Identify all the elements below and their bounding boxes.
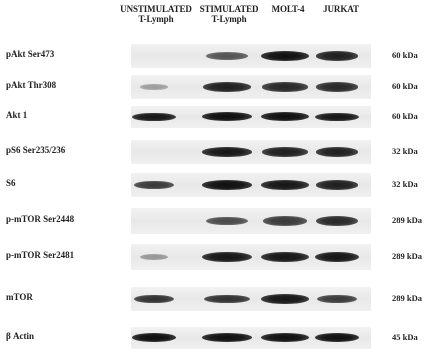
protein-band xyxy=(140,254,168,260)
row-label: pAkt Ser473 xyxy=(6,49,55,59)
blot-strip xyxy=(131,287,371,311)
protein-band xyxy=(202,180,253,190)
protein-band xyxy=(261,112,310,121)
lane-header-line2: T-Lymph xyxy=(211,14,247,24)
protein-band xyxy=(206,52,247,60)
molecular-weight-label: 289 kDa xyxy=(392,293,422,303)
molecular-weight-label: 60 kDa xyxy=(392,111,418,121)
protein-band xyxy=(134,181,174,190)
row-label: pS6 Ser235/236 xyxy=(6,145,66,155)
row-label: pAkt Thr308 xyxy=(6,80,57,90)
lane-header-line1: JURKAT xyxy=(323,4,359,14)
blot-strip xyxy=(131,75,371,99)
protein-band xyxy=(261,51,310,61)
row-label: β Actin xyxy=(6,331,34,341)
blot-strip xyxy=(131,244,371,270)
lane-header-line1: UNSTIMULATED xyxy=(120,4,192,14)
protein-band xyxy=(261,180,309,190)
protein-band xyxy=(202,333,253,342)
protein-band xyxy=(261,252,309,262)
lane-header-line1: MOLT-4 xyxy=(271,4,305,14)
protein-band xyxy=(132,113,176,122)
molecular-weight-label: 32 kDa xyxy=(392,146,418,156)
row-label: p-mTOR Ser2448 xyxy=(6,214,75,224)
protein-band xyxy=(261,333,310,342)
protein-band xyxy=(204,295,250,304)
protein-band xyxy=(315,252,359,262)
blot-strip xyxy=(131,44,371,68)
molecular-weight-label: 289 kDa xyxy=(392,215,422,225)
blot-strip xyxy=(131,173,371,197)
protein-band xyxy=(261,294,309,304)
protein-band xyxy=(315,333,360,342)
row-label: mTOR xyxy=(6,292,33,302)
protein-band xyxy=(134,295,175,304)
protein-band xyxy=(203,82,251,91)
lane-header-line1: STIMULATED xyxy=(199,4,259,14)
protein-band xyxy=(262,82,308,91)
protein-band xyxy=(316,180,359,189)
blot-strip xyxy=(131,208,371,234)
protein-band xyxy=(140,84,167,90)
protein-band xyxy=(316,216,358,226)
lane-header-jurkat xyxy=(316,4,366,14)
lane-header-molt4 xyxy=(262,4,314,14)
molecular-weight-label: 60 kDa xyxy=(392,81,418,91)
protein-band xyxy=(202,112,253,121)
molecular-weight-label: 45 kDa xyxy=(392,332,418,342)
lane-header-stimulated xyxy=(194,4,264,24)
lane-header-line2: T-Lymph xyxy=(138,14,174,24)
blot-strip xyxy=(131,327,371,349)
molecular-weight-label: 289 kDa xyxy=(392,251,422,261)
protein-band xyxy=(262,147,309,156)
protein-band xyxy=(316,82,358,91)
molecular-weight-label: 60 kDa xyxy=(392,50,418,60)
protein-band xyxy=(316,51,359,60)
row-label: Akt 1 xyxy=(6,110,28,120)
lane-header-unstimulated xyxy=(111,4,201,24)
protein-band xyxy=(202,147,252,157)
protein-band xyxy=(263,216,306,225)
protein-band xyxy=(206,217,249,226)
protein-band xyxy=(317,295,357,304)
protein-band xyxy=(202,252,252,262)
protein-band xyxy=(132,333,177,342)
molecular-weight-label: 32 kDa xyxy=(392,179,418,189)
protein-band xyxy=(315,113,359,122)
blot-strip xyxy=(131,106,371,128)
row-label: S6 xyxy=(6,178,16,188)
row-label: p-mTOR Ser2481 xyxy=(6,250,75,260)
blot-strip xyxy=(131,140,371,164)
protein-band xyxy=(316,147,359,156)
